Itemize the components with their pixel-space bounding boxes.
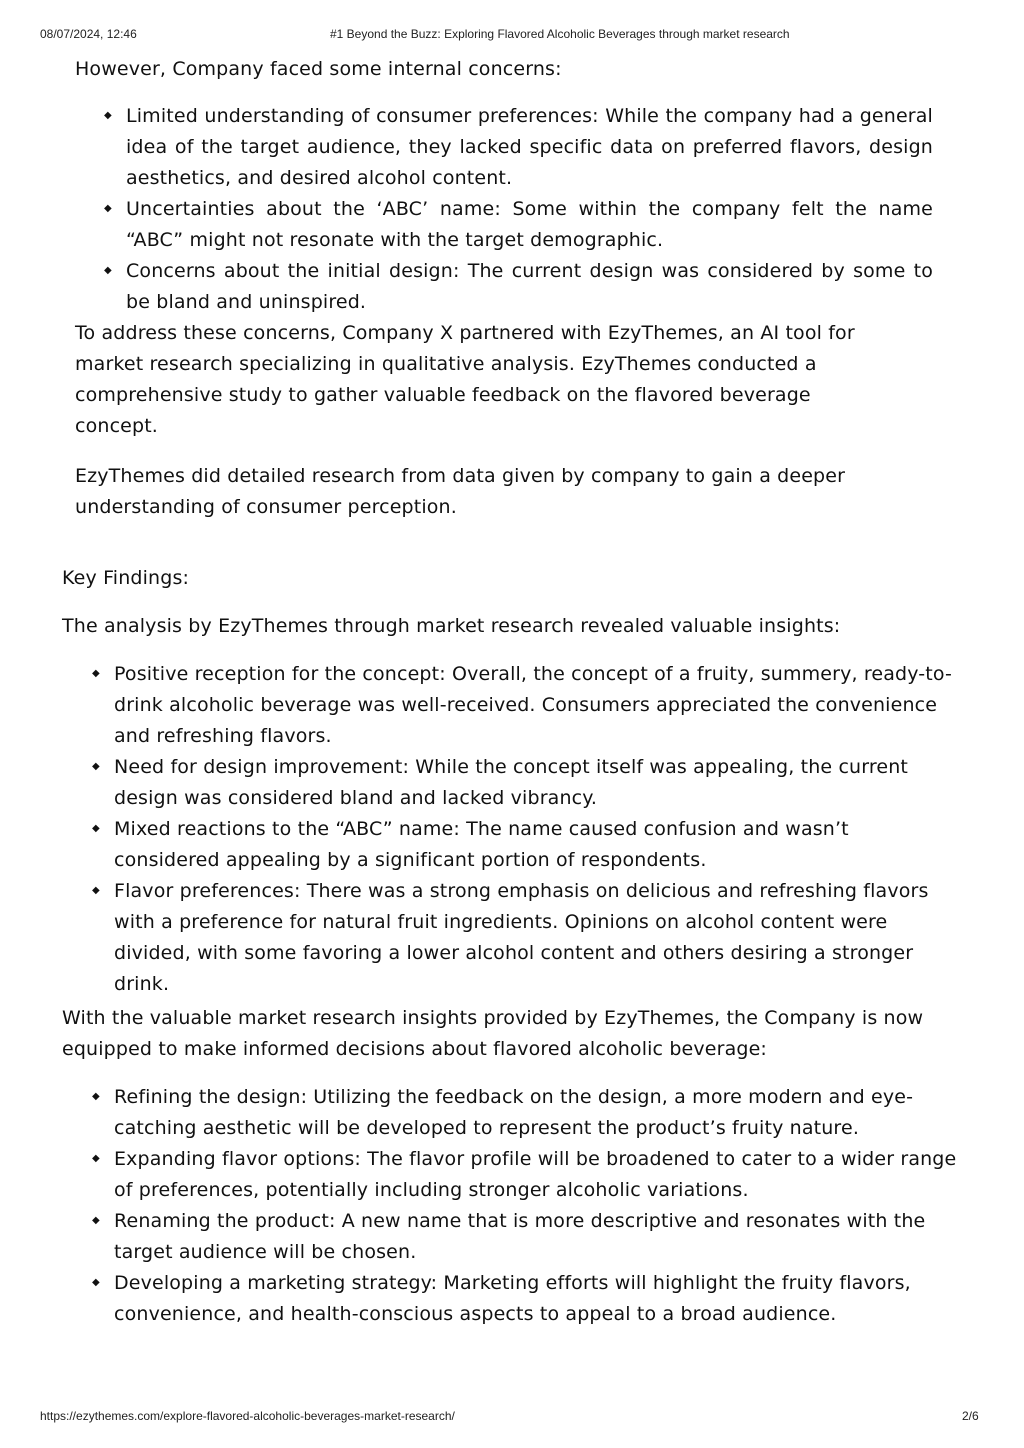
key-findings-list [114, 659, 959, 1000]
list-item: ◆ Limited understanding of consumer preferences: While the company had a general idea of the target audience, they lacked specific data on preferred flavors, design aesthetics, and desired alcohol content. [126, 101, 933, 194]
list-item: ◆ Concerns about the initial design: The current design was considered by some to be bland and uninspired. [126, 256, 933, 318]
list-item: ◆ Mixed reactions to the “ABC” name: The name caused confusion and wasn’t considered appealing by a significant portion of respondents. [114, 814, 959, 876]
decisions-list [114, 1082, 959, 1330]
print-page-title: #1 Beyond the Buzz: Exploring Flavored Alcoholic Beverages through market research [330, 27, 790, 41]
list-item: ◆ Positive reception for the concept: Overall, the concept of a fruity, summery, ready-to-drink alcoholic beverage was well-received. Consumers appreciated the convenience and refreshing flavors. [114, 659, 959, 752]
print-url: https://ezythemes.com/explore-flavored-alcoholic-beverages-market-research/ [40, 1409, 455, 1423]
list-item: ◆ Need for design improvement: While the concept itself was appealing, the current design was considered bland and lacked vibrancy. [114, 752, 959, 814]
print-datetime: 08/07/2024, 12:46 [40, 27, 137, 41]
address-paragraph: To address these concerns, Company X partnered with EzyThemes, an AI tool for market research specializing in qualitative analysis. EzyThemes conducted a comprehensive study to gather valuable feedback on the flavored beverage concept. [75, 322, 855, 437]
list-item: ◆ Flavor preferences: There was a strong emphasis on delicious and refreshing flavors with a preference for natural fruit ingredients. Opinions on alcohol content were divided, with some favoring a lower alcohol content and others desiring a stronger drink. [114, 876, 959, 1000]
list-item: ◆ Renaming the product: A new name that is more descriptive and resonates with the target audience will be chosen. [114, 1206, 959, 1268]
concerns-intro: However, Company faced some internal concerns: [75, 58, 562, 80]
list-item: ◆ Refining the design: Utilizing the feedback on the design, a more modern and eye-catching aesthetic will be developed to represent the product’s fruity nature. [114, 1082, 959, 1144]
list-item: ◆ Expanding flavor options: The flavor profile will be broadened to cater to a wider range of preferences, potentially including stronger alcoholic variations. [114, 1144, 959, 1206]
research-paragraph: EzyThemes did detailed research from data given by company to gain a deeper understanding of consumer perception. [75, 465, 846, 518]
key-findings-intro: The analysis by EzyThemes through market research revealed valuable insights: [62, 615, 841, 637]
print-page-number: 2/6 [962, 1409, 979, 1423]
list-item: ◆ Uncertainties about the ‘ABC’ name: Some within the company felt the name “ABC” might not resonate with the target demographic. [126, 194, 933, 256]
list-item: ◆ Developing a marketing strategy: Marketing efforts will highlight the fruity flavors, convenience, and health-conscious aspects to appeal to a broad audience. [114, 1268, 959, 1330]
concerns-list [126, 101, 933, 318]
decisions-intro: With the valuable market research insights provided by EzyThemes, the Company is now equipped to make informed decisions about flavored alcoholic beverage: [62, 1007, 924, 1060]
key-findings-heading: Key Findings: [62, 567, 190, 589]
